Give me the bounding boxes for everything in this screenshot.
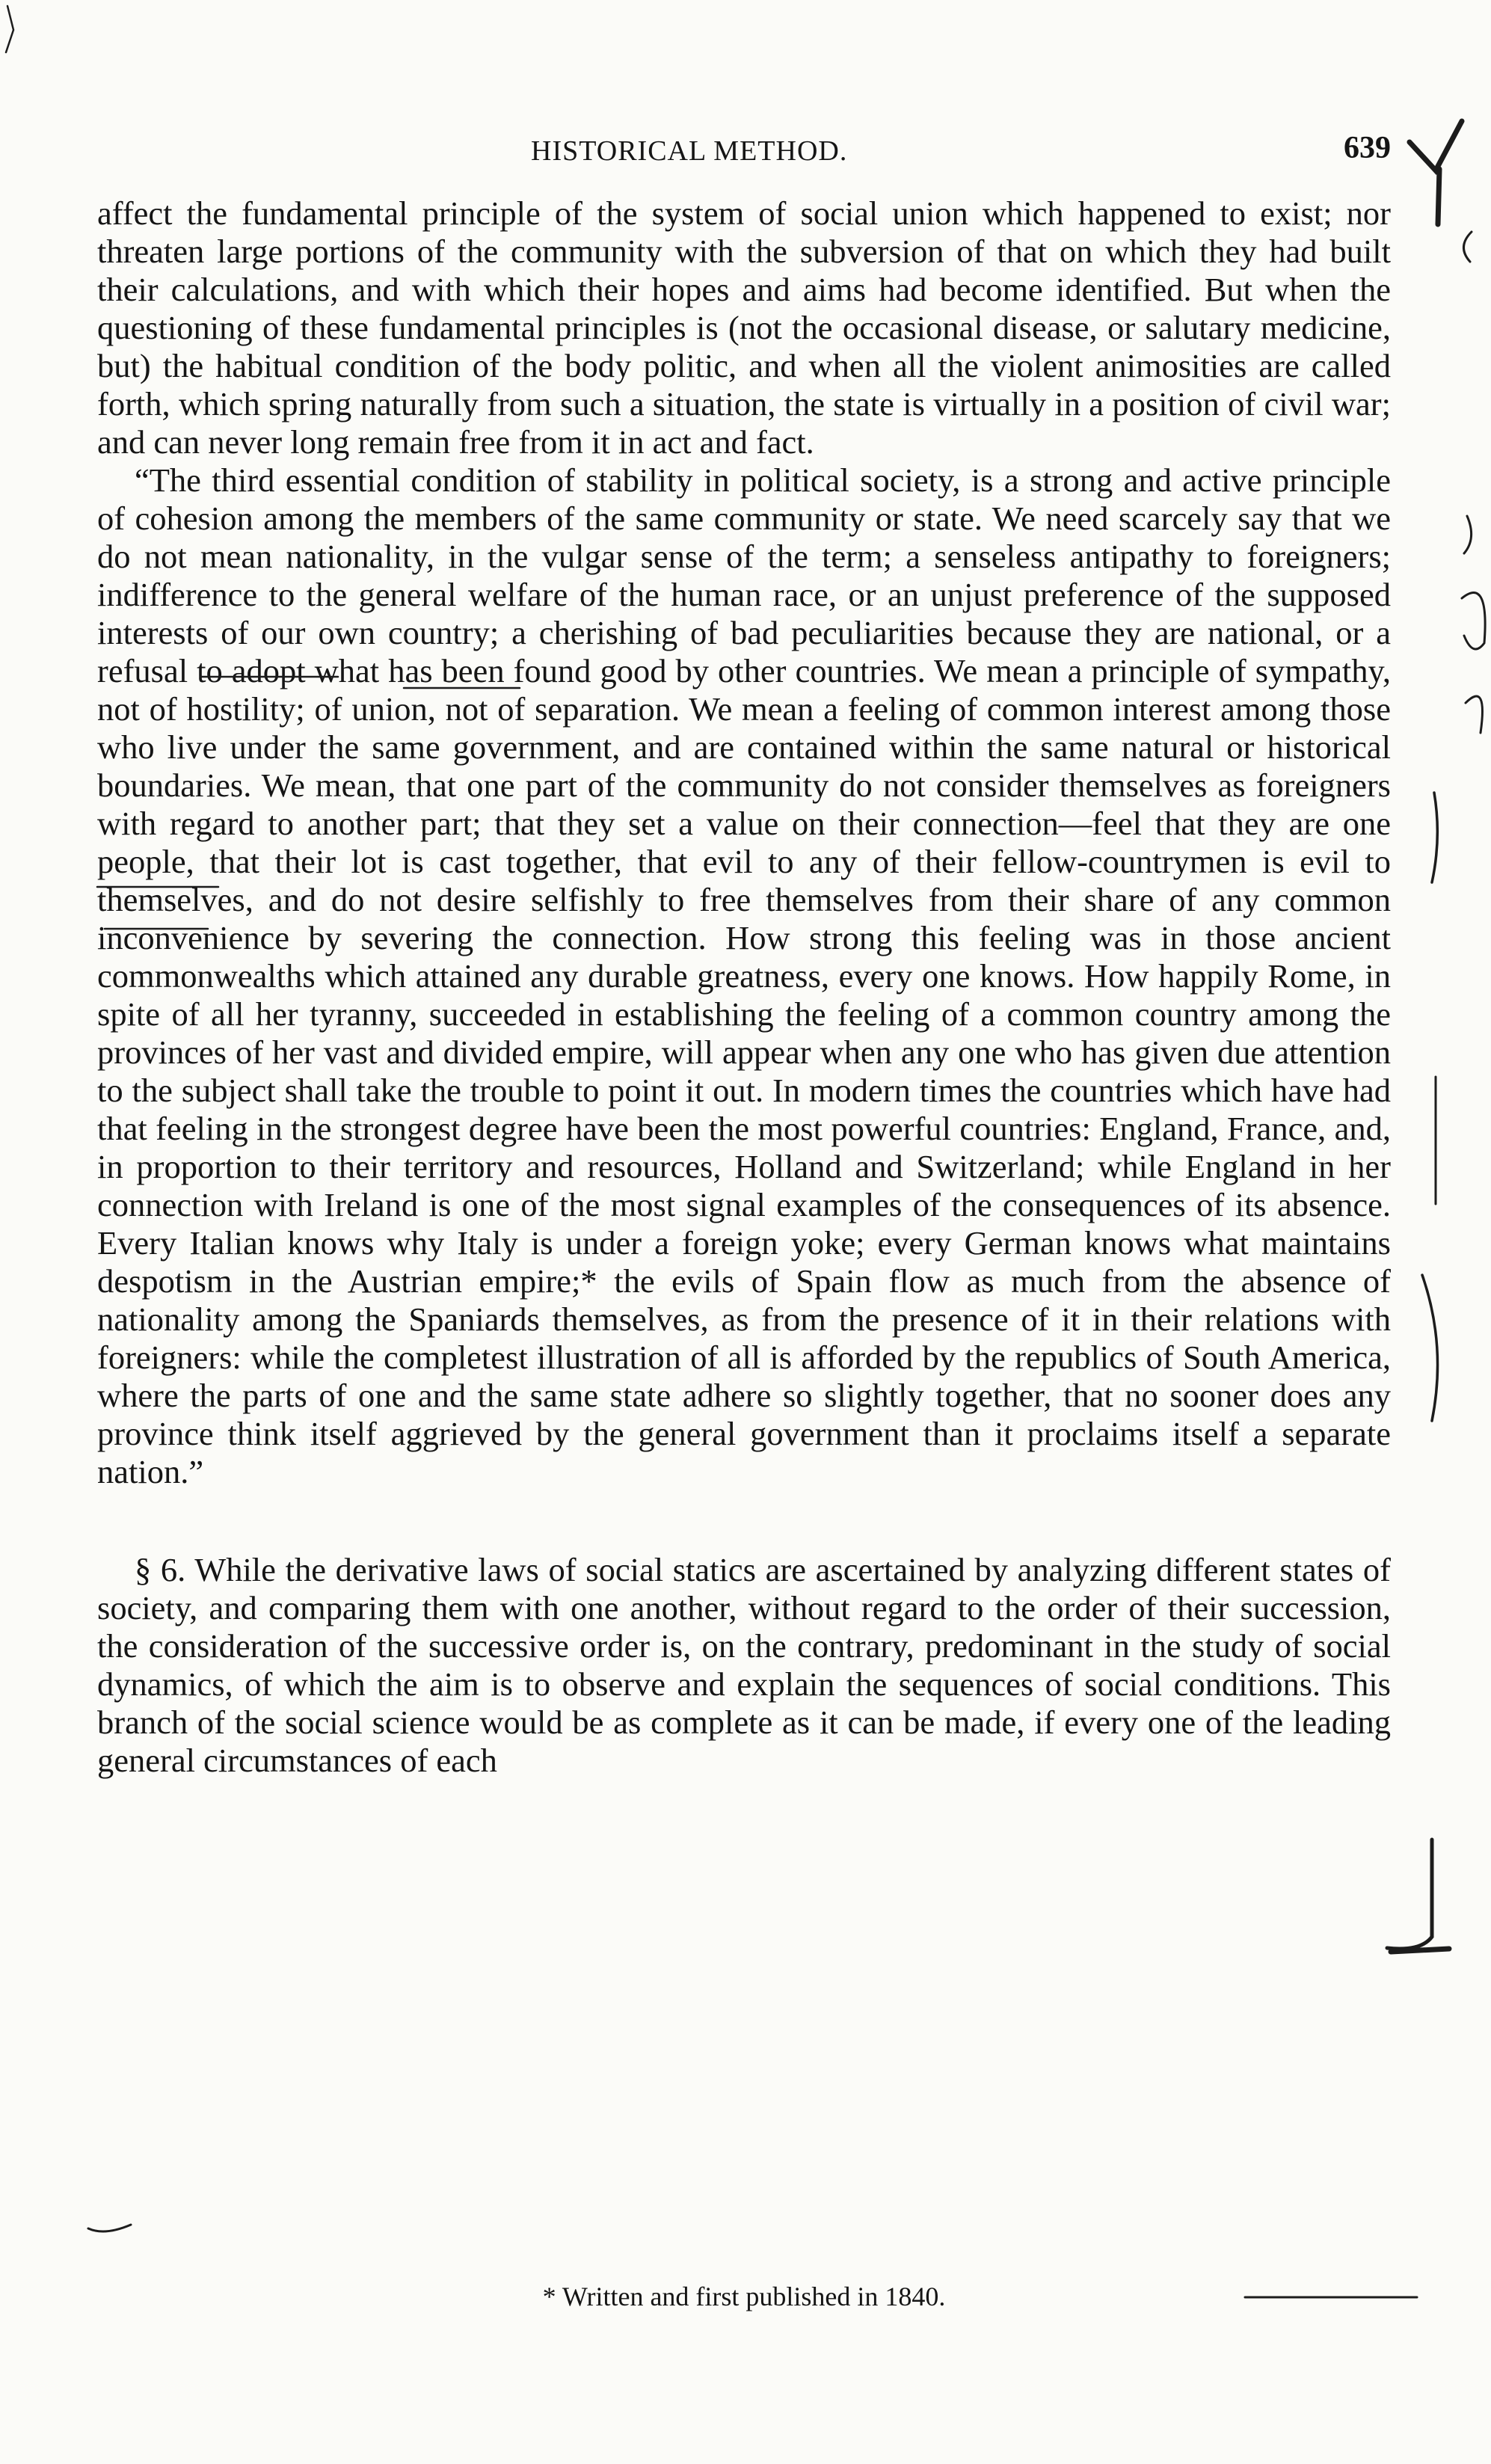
paragraph-continuation: affect the fundamental principle of the system of social union which happened to exist; nor threaten large portions of the community with the subversion of that on which they had built their calculations, and with which their hopes and aims had become identified. But when the questioning of these fundamental principles is (not the occasional disease, or salutary medicine, but) the habitual condition of the body politic, and when all the violent animosities are called forth, which spring naturally from such a situation, the state is virtually in a position of civil war; and can never long remain free from it in act and fact. — [97, 194, 1391, 461]
book-page — [97, 127, 1391, 2430]
checkmark-annotation — [1409, 121, 1462, 224]
page-number: 639 — [1344, 131, 1391, 165]
margin-bracket — [1432, 793, 1437, 882]
margin-scribble — [1462, 593, 1485, 650]
paragraph-section-6: § 6. While the derivative laws of social statics are ascertained by analyzing different states of society, and comparing them with one another, without regard to the order of their succession, the consideration of the successive order is, on the contrary, predominant in the study of social dynamics, of which the aim is to observe and explain the sequences of social conditions. This branch of the social science would be as complete as it can be made, if every one of the leading general circumstances of each — [97, 1551, 1391, 1779]
margin-flourish — [1391, 1949, 1449, 1952]
body-text — [97, 194, 1391, 1780]
margin-scribble — [1466, 696, 1483, 733]
margin-bracket — [1387, 1840, 1432, 1949]
margin-scribble — [1464, 516, 1472, 553]
paragraph-quotation: “The third essential condition of stability in political society, is a strong and active principle of cohesion among the members of the same community or state. We need scarcely say that we do not mean nationality, in the vulgar sense of the term; a senseless antipathy to foreigners; indifference to the general welfare of the human race, or an unjust preference of the supposed interests of our own country; a cherishing of bad peculiarities because they are national, or a refusal to adopt what has been found good by other countries. We mean a principle of sympathy, not of hostility; of union, not of separation. We mean a feeling of common interest among those who live under the same government, and are contained within the same natural or historical boundaries. We mean, that one part of the community do not consider themselves as foreigners with regard to another part; that they set a value on their connection—feel that they are one people, that their lot is cast together, that evil to any of their fellow-countrymen is evil to themselves, and do not desire selfishly to free themselves from their share of any common inconvenience by severing the connection. How strong this feeling was in those ancient commonwealths which attained any durable greatness, every one knows. How happily Rome, in spite of all her tyranny, succeeded in establishing the feeling of a common country among the provinces of her vast and divided empire, will appear when any one who has given due attention to the subject shall take the trouble to point it out. In modern times the countries which have had that feeling in the strongest degree have been the most powerful countries: England, France, and, in proportion to their territory and resources, Holland and Switzerland; while England in her connection with Ireland is one of the most signal examples of the consequences of its absence. Every Italian knows why Italy is under a foreign yoke; every German knows what maintains despotism in the Austrian empire;* the evils of Spain flow as much from the absence of nationality among the Spaniards themselves, as from the presence of it in their relations with foreigners: while the completest illustration of all is afforded by the republics of South America, where the parts of one and the same state adhere so slightly together, that no sooner does any province think itself aggrieved by the general government than it proclaims itself a separate nation.” — [97, 461, 1391, 1490]
margin-scribble — [1463, 232, 1472, 262]
page-header — [97, 127, 1391, 172]
margin-bracket — [1422, 1275, 1438, 1421]
corner-pencil-mark — [6, 6, 13, 52]
running-head: HISTORICAL METHOD. — [531, 135, 848, 167]
footnote: * Written and first published in 1840. — [542, 2282, 946, 2311]
